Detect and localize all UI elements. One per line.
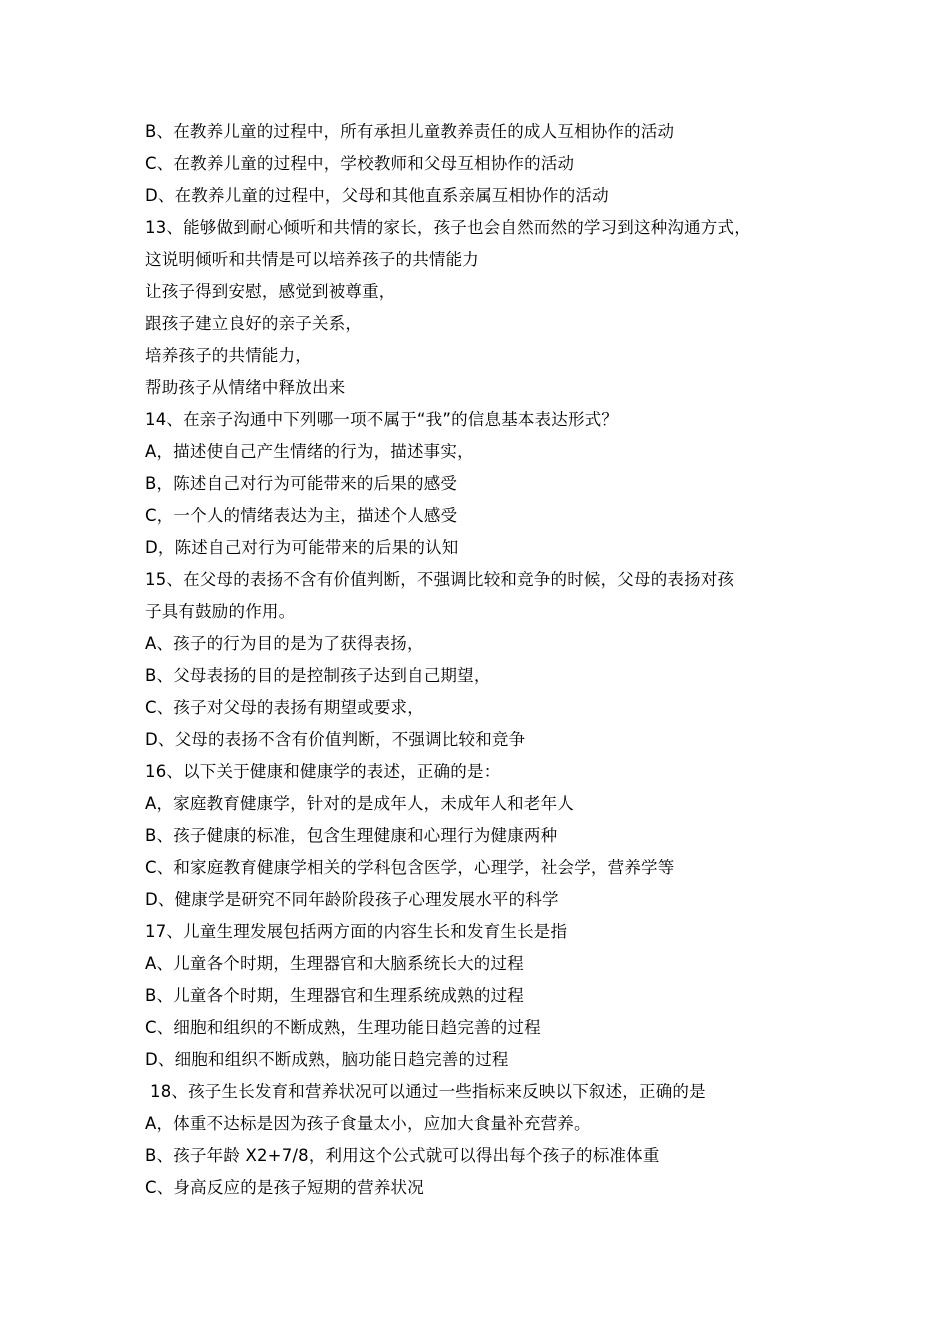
option-d-line: D、细胞和组织不断成熟，脑功能日趋完善的过程 — [145, 1050, 509, 1069]
option-b-line: B，陈述自己对行为可能带来的后果的感受 — [145, 474, 458, 493]
answer-line: 帮助孩子从情绪中释放出来 — [145, 378, 346, 397]
question-18-line: 18、孩子生长发育和营养状况可以通过一些指标来反映以下叙述，正确的是 — [150, 1082, 706, 1101]
answer-line: 跟孩子建立良好的亲子关系， — [145, 314, 363, 333]
option-b-line: B、在教养儿童的过程中，所有承担儿童教养责任的成人互相协作的活动 — [145, 122, 675, 141]
option-a-line: A，描述使自己产生情绪的行为，描述事实， — [145, 442, 474, 461]
question-13-line: 13、能够做到耐心倾听和共情的家长，孩子也会自然而然的学习到这种沟通方式， — [145, 218, 751, 237]
option-a-line: A，家庭教育健康学，针对的是成年人，未成年人和老年人 — [145, 794, 574, 813]
option-b-line: B、孩子健康的标准，包含生理健康和心理行为健康两种 — [145, 826, 558, 845]
answer-line: 让孩子得到安慰，感觉到被尊重， — [145, 282, 396, 301]
option-b-line: B、儿童各个时期，生理器官和生理系统成熟的过程 — [145, 986, 524, 1005]
question-15-line: 15、在父母的表扬不含有价值判断，不强调比较和竞争的时候，父母的表扬对孩 — [145, 570, 735, 589]
option-c-line: C、和家庭教育健康学相关的学科包含医学，心理学，社会学，营养学等 — [145, 858, 675, 877]
option-d-line: D、在教养儿童的过程中，父母和其他直系亲属互相协作的活动 — [145, 186, 609, 205]
option-d-line: D、父母的表扬不含有价值判断，不强调比较和竞争 — [145, 730, 526, 749]
answer-line: 培养孩子的共情能力， — [145, 346, 312, 365]
question-13-continuation: 这说明倾听和共情是可以培养孩子的共情能力 — [145, 250, 479, 269]
option-a-line: A，体重不达标是因为孩子食量太小，应加大食量补充营养。 — [145, 1114, 591, 1133]
option-c-line: C、孩子对父母的表扬有期望或要求， — [145, 698, 424, 717]
question-16-line: 16、以下关于健康和健康学的表述，正确的是： — [145, 762, 501, 781]
question-15-continuation: 子具有鼓励的作用。 — [145, 602, 296, 621]
document-body — [145, 116, 825, 1204]
option-d-line: D、健康学是研究不同年龄阶段孩子心理发展水平的科学 — [145, 890, 559, 909]
option-c-line: C、在教养儿童的过程中，学校教师和父母互相协作的活动 — [145, 154, 575, 173]
option-a-line: A、孩子的行为目的是为了获得表扬， — [145, 634, 424, 653]
option-b-line: B、孩子年龄 X2+7/8，利用这个公式就可以得出每个孩子的标准体重 — [145, 1146, 660, 1165]
option-c-line: C、身高反应的是孩子短期的营养状况 — [145, 1178, 424, 1197]
option-b-line: B、父母表扬的目的是控制孩子达到自己期望， — [145, 666, 491, 685]
option-a-line: A、儿童各个时期，生理器官和大脑系统长大的过程 — [145, 954, 524, 973]
option-d-line: D，陈述自己对行为可能带来的后果的认知 — [145, 538, 459, 557]
option-c-line: C、细胞和组织的不断成熟，生理功能日趋完善的过程 — [145, 1018, 541, 1037]
question-14-line: 14、在亲子沟通中下列哪一项不属于“我”的信息基本表达形式？ — [145, 410, 619, 429]
question-17-line: 17、儿童生理发展包括两方面的内容生长和发育生长是指 — [145, 922, 568, 941]
option-c-line: C，一个人的情绪表达为主，描述个人感受 — [145, 506, 458, 525]
